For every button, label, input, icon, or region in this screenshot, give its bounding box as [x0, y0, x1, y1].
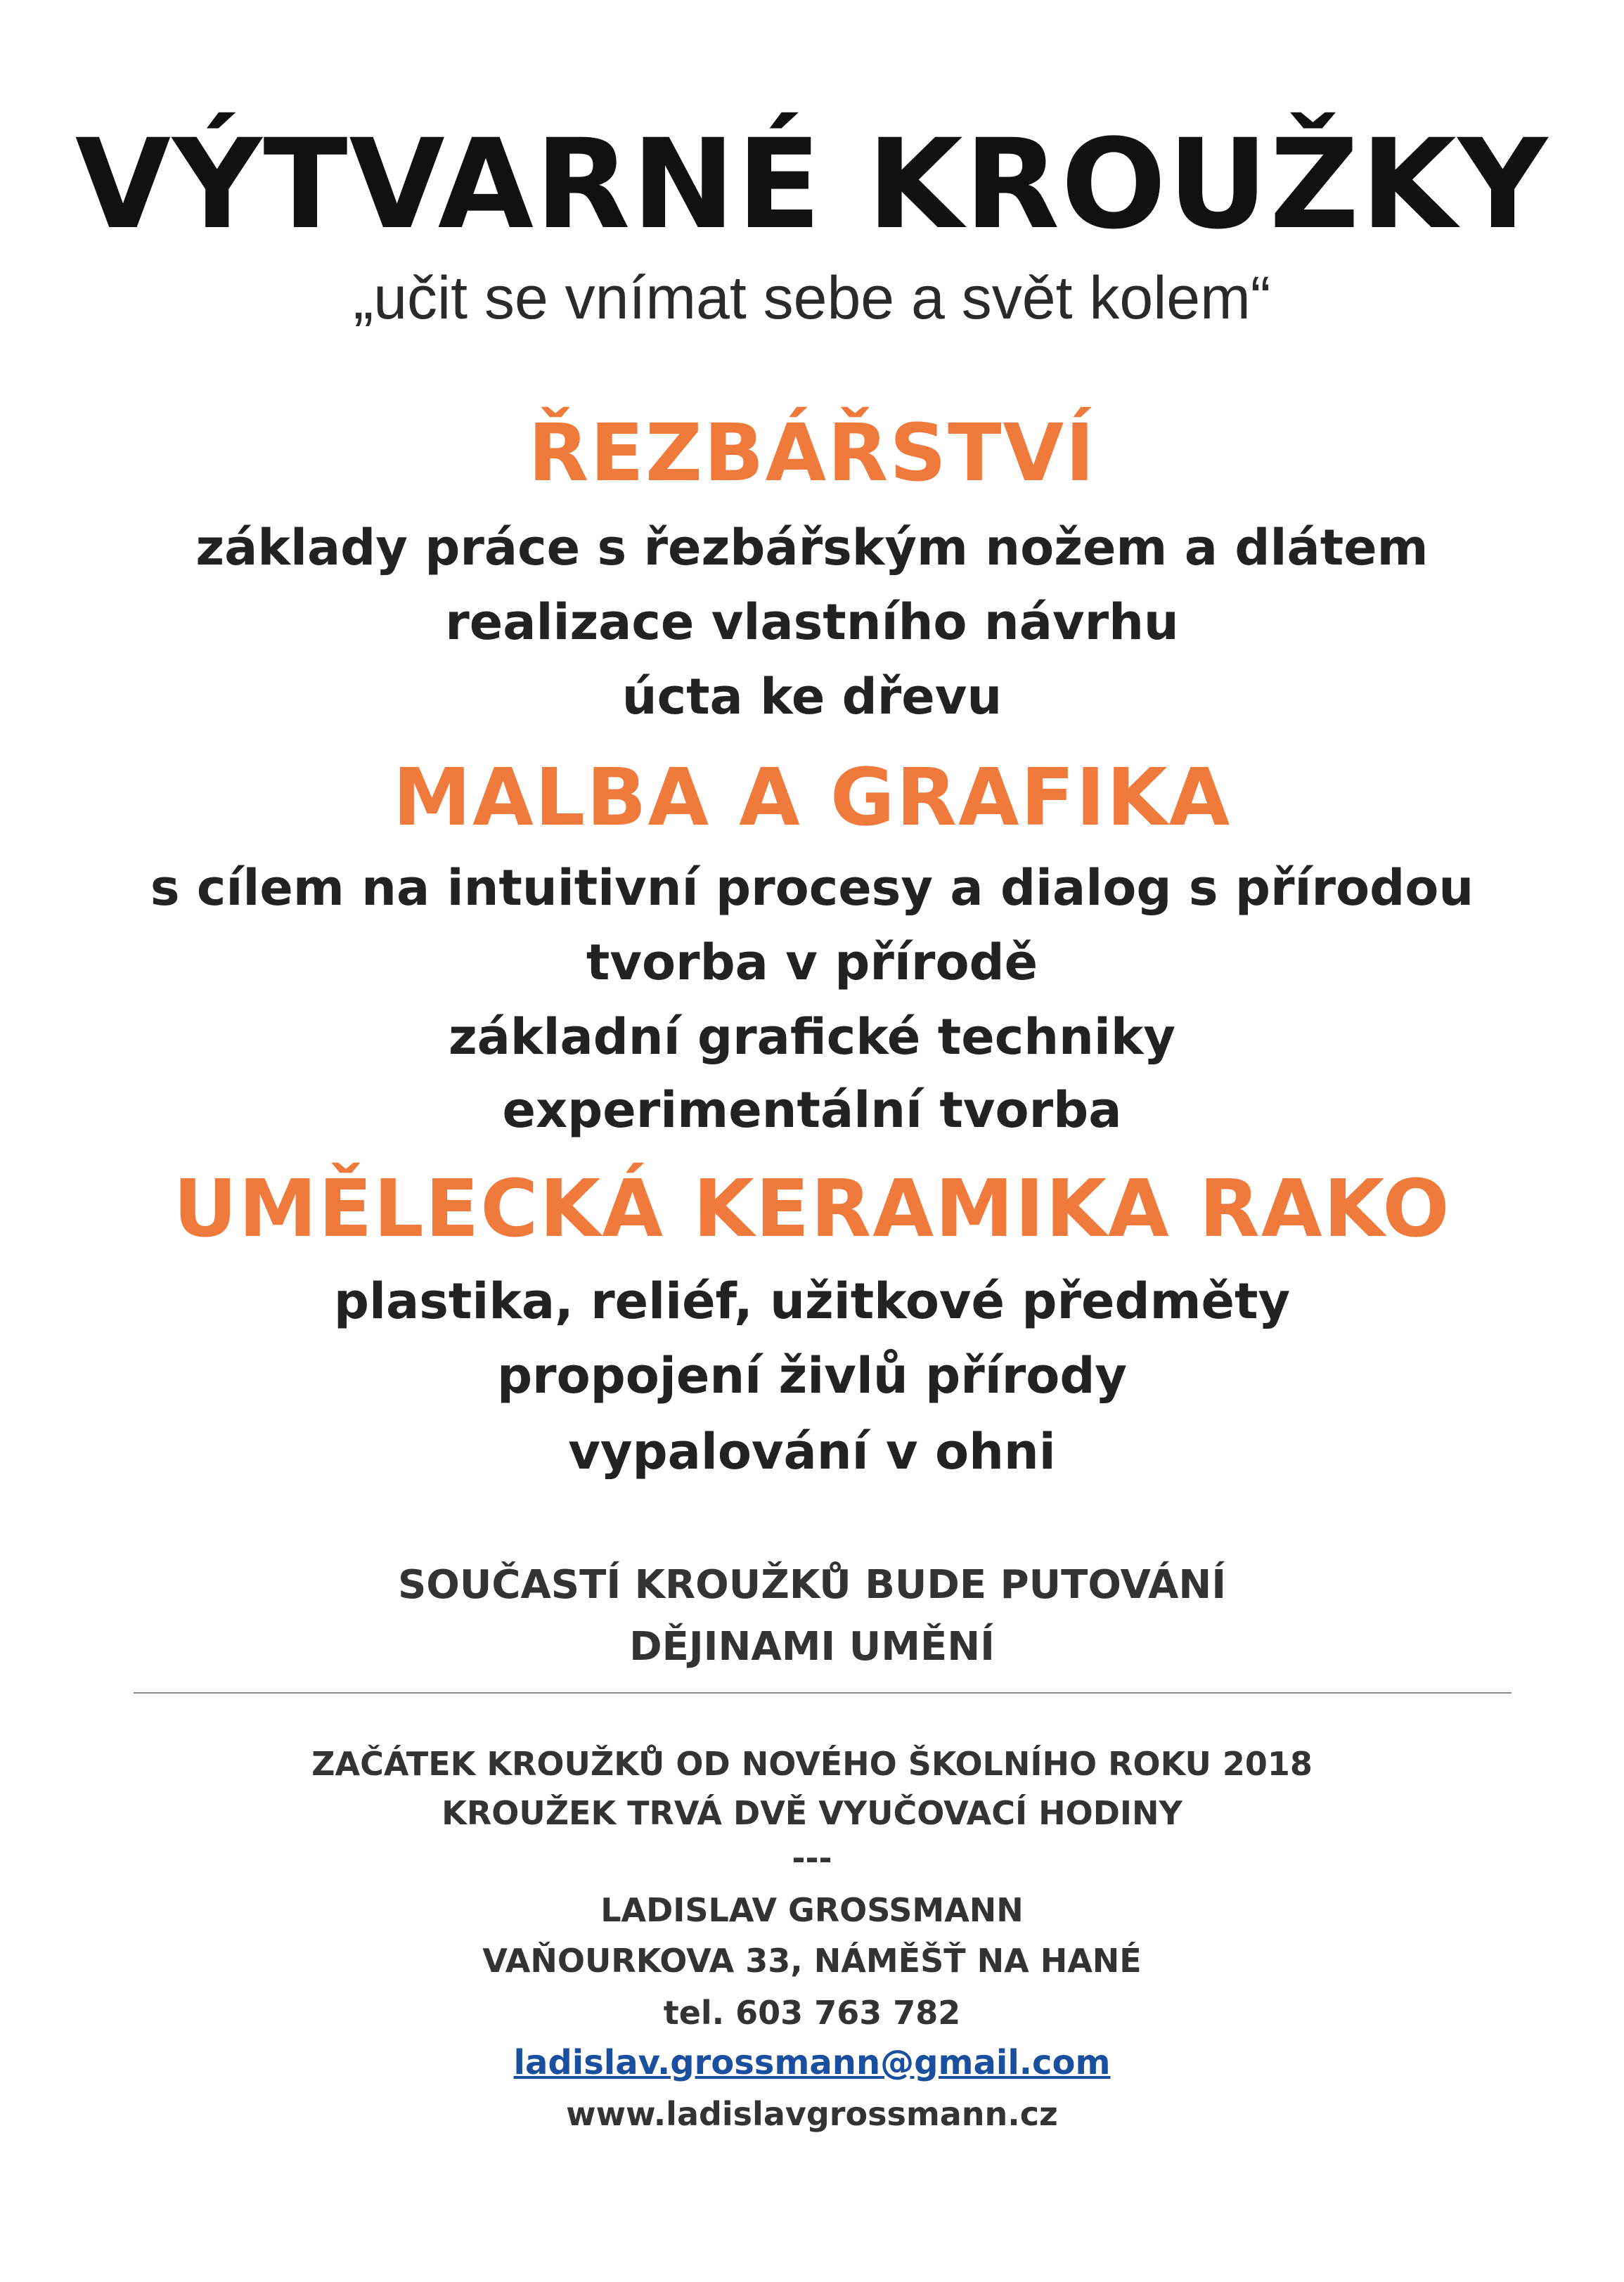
section-item: základy práce s řezbářským nožem a dlátem [195, 519, 1429, 576]
website-text: www.ladislavgrossmann.cz [566, 2095, 1058, 2133]
duration-info: KROUŽEK TRVÁ DVĚ VYUČOVACÍ HODINY [442, 1794, 1182, 1832]
section-item: experimentální tvorba [502, 1081, 1122, 1139]
section-heading-rezbarstvi: ŘEZBÁŘSTVÍ [528, 408, 1096, 499]
note-line: DĚJINAMI UMĚNÍ [629, 1624, 995, 1670]
section-heading-umelecka-keramika: UMĚLECKÁ KERAMIKA RAKO [173, 1163, 1451, 1255]
section-heading-malba-a-grafika: MALBA A GRAFIKA [392, 752, 1232, 844]
email-link[interactable]: ladislav.grossmann@gmail.com [513, 2043, 1111, 2082]
note-line: SOUČASTÍ KROUŽKŮ BUDE PUTOVÁNÍ [397, 1562, 1227, 1608]
contact-phone: tel. 603 763 782 [663, 1994, 961, 2032]
section-item: realizace vlastního návrhu [445, 593, 1179, 651]
divider [134, 1692, 1512, 1694]
section-item: základní grafické techniky [448, 1008, 1176, 1066]
separator: --- [792, 1839, 832, 1877]
section-item: úcta ke dřevu [621, 668, 1003, 726]
contact-name: LADISLAV GROSSMANN [600, 1891, 1024, 1929]
section-item: propojení živlů přírody [496, 1347, 1128, 1405]
start-info: ZAČÁTEK KROUŽKŮ OD NOVÉHO ŠKOLNÍHO ROKU 2018 [311, 1745, 1313, 1783]
poster-subtitle: „učit se vnímat sebe a svět kolem“ [353, 264, 1271, 332]
section-item: plastika, reliéf, užitkové předměty [333, 1272, 1291, 1330]
poster-title: VÝTVARNÉ KROUŽKY [75, 112, 1549, 257]
contact-address: VAŇOURKOVA 33, NÁMĚŠŤ NA HANÉ [482, 1942, 1142, 1980]
section-item: vypalování v ohni [568, 1423, 1056, 1481]
section-item: s cílem na intuitivní procesy a dialog s přírodou [150, 859, 1474, 917]
section-item: tvorba v přírodě [586, 934, 1038, 991]
